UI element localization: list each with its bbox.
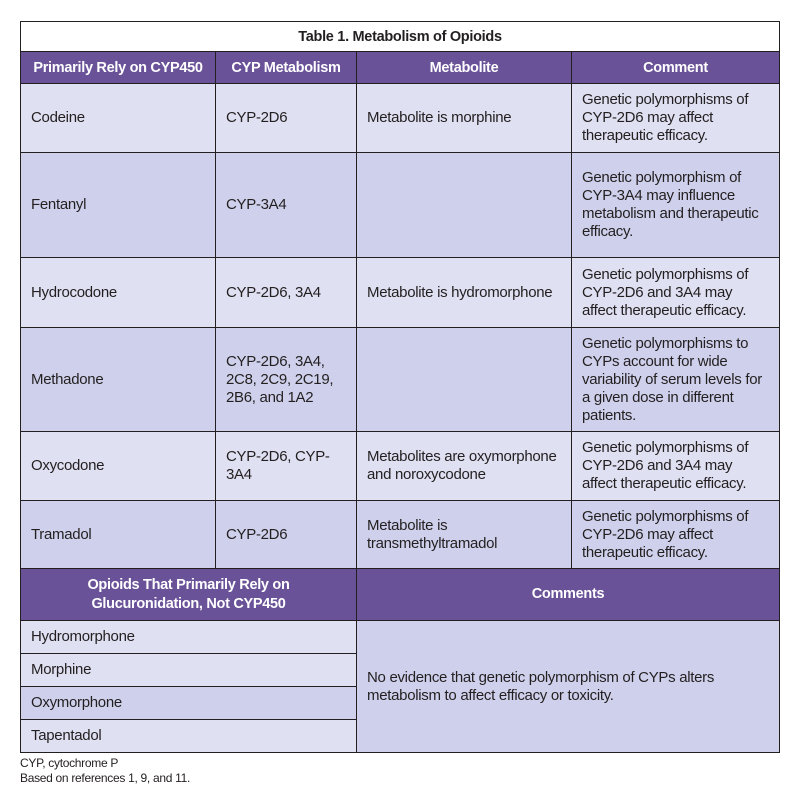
- metabolite: Metabolite is morphine: [357, 84, 572, 153]
- cyp-metabolism: CYP-2D6, 3A4: [216, 258, 357, 328]
- cyp-metabolism: CYP-3A4: [216, 153, 357, 258]
- header-glucuronidation: Opioids That Primarily Rely on Glucuronidation, Not CYP450: [21, 569, 357, 621]
- table-title-row: [21, 22, 780, 52]
- metabolite: [357, 153, 572, 258]
- comment: Genetic polymorphisms of CYP-2D6 may affect therapeutic efficacy.: [572, 501, 780, 569]
- header-comments: Comments: [357, 569, 780, 621]
- header-drug: Primarily Rely on CYP450: [21, 52, 216, 84]
- glucuronidation-comment: No evidence that genetic polymorphism of CYPs alters metabolism to affect efficacy or toxicity.: [357, 621, 780, 753]
- opioid-metabolism-table: [20, 21, 780, 753]
- table-row: [21, 328, 780, 432]
- table-row: [21, 153, 780, 258]
- metabolite: Metabolites are oxymorphone and noroxycodone: [357, 432, 572, 501]
- comment: Genetic polymorphism of CYP-3A4 may influence metabolism and therapeutic efficacy.: [572, 153, 780, 258]
- comment: Genetic polymorphisms of CYP-2D6 may affect therapeutic efficacy.: [572, 84, 780, 153]
- table-row: [21, 432, 780, 501]
- drug-name: Oxymorphone: [21, 687, 357, 720]
- metabolite: Metabolite is hydromorphone: [357, 258, 572, 328]
- table-row: [21, 84, 780, 153]
- drug-name: Fentanyl: [21, 153, 216, 258]
- drug-name: Codeine: [21, 84, 216, 153]
- footnotes: [20, 756, 190, 785]
- table-row: [21, 501, 780, 569]
- cyp-metabolism: CYP-2D6, 3A4, 2C8, 2C9, 2C19, 2B6, and 1A2: [216, 328, 357, 432]
- opioid-metabolism-table-container: [20, 21, 779, 753]
- cyp-metabolism: CYP-2D6, CYP-3A4: [216, 432, 357, 501]
- header-metabolite: Metabolite: [357, 52, 572, 84]
- drug-name: Morphine: [21, 654, 357, 687]
- cyp-metabolism: CYP-2D6: [216, 501, 357, 569]
- footnote-references: Based on references 1, 9, and 11.: [20, 770, 191, 785]
- drug-name: Tapentadol: [21, 720, 357, 753]
- header-comment: Comment: [572, 52, 780, 84]
- drug-name: Hydrocodone: [21, 258, 216, 328]
- drug-name: Hydromorphone: [21, 621, 357, 654]
- table-row: [21, 258, 780, 328]
- comment: Genetic polymorphisms to CYPs account for wide variability of serum levels for a given dose in different patients.: [572, 328, 780, 432]
- cyp-metabolism: CYP-2D6: [216, 84, 357, 153]
- drug-name: Tramadol: [21, 501, 216, 569]
- drug-name: Methadone: [21, 328, 216, 432]
- table-title: Table 1. Metabolism of Opioids: [21, 22, 780, 52]
- section2-header-row: [21, 569, 780, 621]
- drug-name: Oxycodone: [21, 432, 216, 501]
- comment: Genetic polymorphisms of CYP-2D6 and 3A4 may affect therapeutic efficacy.: [572, 432, 780, 501]
- table-row: [21, 621, 780, 654]
- metabolite: [357, 328, 572, 432]
- metabolite: Metabolite is transmethyltramadol: [357, 501, 572, 569]
- header-cyp-metabolism: CYP Metabolism: [216, 52, 357, 84]
- comment: Genetic polymorphisms of CYP-2D6 and 3A4 may affect therapeutic efficacy.: [572, 258, 780, 328]
- section1-header-row: [21, 52, 780, 84]
- footnote-abbreviation: CYP, cytochrome P: [20, 756, 119, 770]
